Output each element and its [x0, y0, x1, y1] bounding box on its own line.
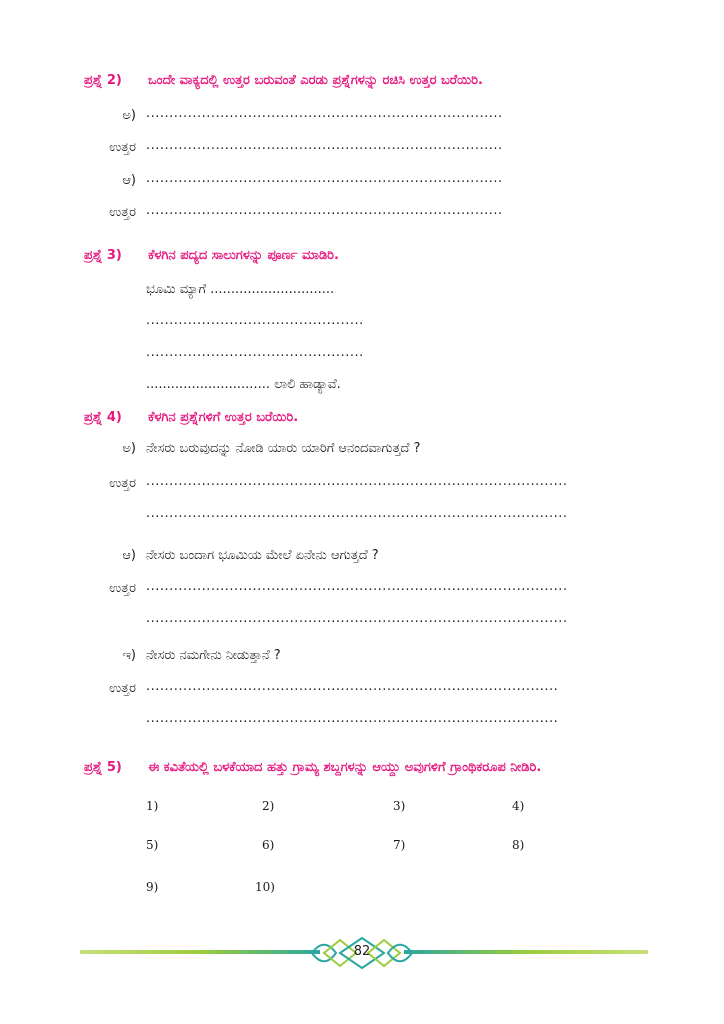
- q3-text: ಕೆಳಗಿನ ಪದ್ಯದ ಸಾಲುಗಳನ್ನು ಪೂರ್ಣ ಮಾಡಿರಿ.: [148, 248, 339, 263]
- word-number: 2): [262, 799, 275, 813]
- q2-row-label: ಉತ್ತರ: [109, 205, 136, 220]
- q2-answer-line[interactable]: .............................................................................: [146, 106, 503, 121]
- q2-row-label: ಉತ್ತರ: [109, 140, 136, 155]
- q4-sub-b-label: ಆ): [122, 548, 136, 563]
- q2-answer-line[interactable]: .............................................................................: [146, 138, 503, 153]
- word-number: 5): [146, 838, 159, 852]
- q5-label: ಪ್ರಶ್ನೆ 5): [84, 760, 122, 775]
- q2-row-label: ಆ): [122, 173, 136, 188]
- answer-label: ಉತ್ತರ: [109, 581, 136, 596]
- footer-rule-left: [80, 950, 320, 954]
- q3-label: ಪ್ರಶ್ನೆ 3): [84, 248, 122, 263]
- q4-sub-a-question: ನೇಸರು ಬರುವುದನ್ನು ನೋಡಿ ಯಾರು ಯಾರಿಗೆ ಆನಂದವಾಗುತ್ತದೆ ?: [146, 441, 421, 456]
- footer-rule-right: [404, 950, 648, 954]
- q4-a-answer-line[interactable]: ...........................................................................................: [146, 506, 568, 521]
- word-number: 4): [512, 799, 525, 813]
- answer-label: ಉತ್ತರ: [109, 476, 136, 491]
- word-number: 9): [146, 880, 159, 894]
- q5-text: ಈ ಕವಿತೆಯಲ್ಲಿ ಬಳಕೆಯಾದ ಹತ್ತು ಗ್ರಾಮ್ಯ ಶಬ್ದಗಳನ್ನು ಆಯ್ದು ಅವುಗಳಿಗೆ ಗ್ರಾಂಥಿಕರೂಪ ನೀಡಿರಿ.: [148, 760, 542, 775]
- poem-line-1[interactable]: ಭೂಮಿ ಮ್ಯಾಗೆ ..............................: [146, 282, 335, 297]
- q4-c-answer-line[interactable]: .........................................................................................: [146, 679, 559, 694]
- q4-sub-a-label: ಅ): [122, 441, 136, 456]
- q2-label: ಪ್ರಶ್ನೆ 2): [84, 73, 122, 88]
- q4-label: ಪ್ರಶ್ನೆ 4): [84, 410, 122, 425]
- q4-sub-c-question: ನೇಸರು ನಮಗೇನು ನೀಡುತ್ತಾನೆ ?: [146, 648, 281, 663]
- q4-text: ಕೆಳಗಿನ ಪ್ರಶ್ನೆಗಳಿಗೆ ಉತ್ತರ ಬರೆಯಿರಿ.: [148, 410, 299, 425]
- poem-line-4[interactable]: .............................. ಲಾಲಿ ಹಾಡ್ಯಾವೆ.: [146, 377, 341, 392]
- answer-label: ಉತ್ತರ: [109, 681, 136, 696]
- q4-a-answer-line[interactable]: ...........................................................................................: [146, 474, 568, 489]
- q4-c-answer-line[interactable]: .........................................................................................: [146, 711, 559, 726]
- q4-sub-c-label: ಇ): [122, 648, 136, 663]
- word-number: 1): [146, 799, 159, 813]
- word-number: 10): [255, 880, 275, 894]
- q4-b-answer-line[interactable]: ...........................................................................................: [146, 579, 568, 594]
- word-number: 7): [393, 838, 406, 852]
- q2-answer-line[interactable]: .............................................................................: [146, 203, 503, 218]
- q2-text: ಒಂದೇ ವಾಕ್ಯದಲ್ಲಿ ಉತ್ತರ ಬರುವಂತೆ ಎರಡು ಪ್ರಶ್ನೆಗಳನ್ನು ರಚಿಸಿ ಉತ್ತರ ಬರೆಯಿರಿ.: [148, 73, 483, 88]
- q2-answer-line[interactable]: .............................................................................: [146, 171, 503, 186]
- word-number: 8): [512, 838, 525, 852]
- poem-line-2[interactable]: ...............................................: [146, 313, 364, 328]
- poem-line-3[interactable]: ...............................................: [146, 345, 364, 360]
- page-number: 82: [353, 944, 371, 959]
- q4-sub-b-question: ನೇಸರು ಬಂದಾಗ ಭೂಮಿಯ ಮೇಲೆ ಏನೇನು ಆಗುತ್ತದೆ ?: [146, 548, 379, 563]
- word-number: 6): [262, 838, 275, 852]
- q2-row-label: ಅ): [122, 108, 136, 123]
- q4-b-answer-line[interactable]: ...........................................................................................: [146, 611, 568, 626]
- word-number: 3): [393, 799, 406, 813]
